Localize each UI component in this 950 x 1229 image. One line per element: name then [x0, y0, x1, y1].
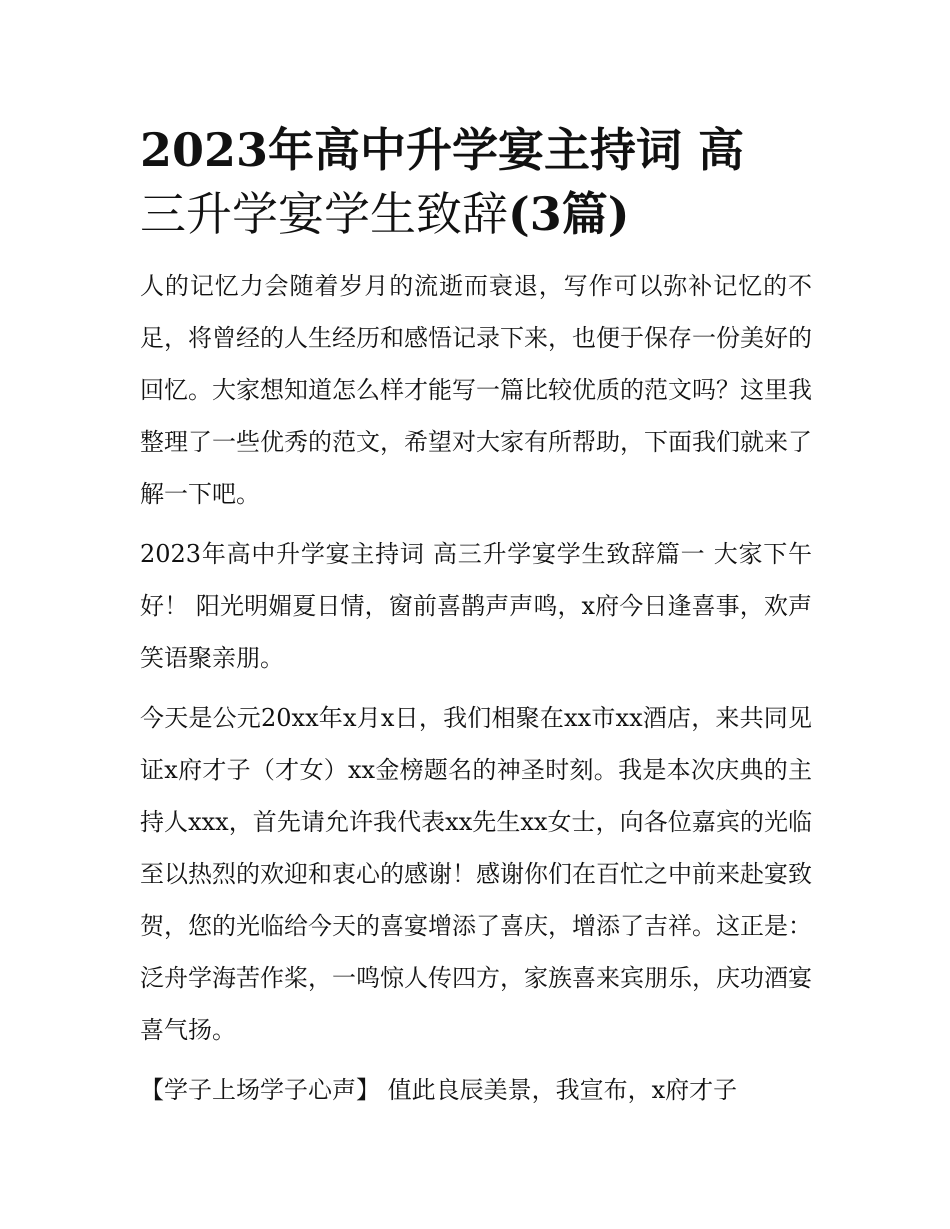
paragraph-intro: 人的记忆力会随着岁月的流逝而衰退，写作可以弥补记忆的不足，将曾经的人生经历和感悟记录下来，也便于保存一份美好的回忆。大家想知道怎么样才能写一篇比较优质的范文吗？这里我整理了一些优秀的范文，希望对大家有所帮助，下面我们就来了解一下吧。: [140, 272, 812, 508]
document-body: [140, 260, 812, 1116]
paragraph-section-one-opening: 2023年高中升学宴主持词 高三升学宴学生致辞篇一 大家下午好！ 阳光明媚夏日情，窗前喜鹊声声鸣，x府今日逢喜事，欢声笑语聚亲朋。: [140, 540, 812, 672]
title-line-2: [140, 182, 812, 246]
paragraph-ceremony-welcome: 今天是公元20xx年x月x日，我们相聚在xx市xx酒店，来共同见证x府才子（才女）xx金榜题名的神圣时刻。我是本次庆典的主持人xxx，首先请允许我代表xx先生xx女士，向各位嘉宾的光临至以热烈的欢迎和衷心的感谢！感谢你们在百忙之中前来赴宴致贺，您的光临给今天的喜宴增添了喜庆，增添了吉祥。这正是：泛舟学海苦作桨，一鸣惊人传四方，家族喜来宾朋乐，庆功酒宴喜气扬。: [140, 704, 812, 1044]
document-title: [140, 118, 812, 246]
document-page: [140, 118, 812, 1124]
title-line-2-text: 三升学宴学生致辞: [140, 187, 508, 241]
title-line-1: 2023年高中升学宴主持词 高: [140, 123, 745, 177]
paragraph-student-entrance: 【学子上场学子心声】 值此良辰美景，我宣布，x府才子: [140, 1076, 738, 1104]
title-line-2-suffix: (3篇): [508, 187, 630, 241]
